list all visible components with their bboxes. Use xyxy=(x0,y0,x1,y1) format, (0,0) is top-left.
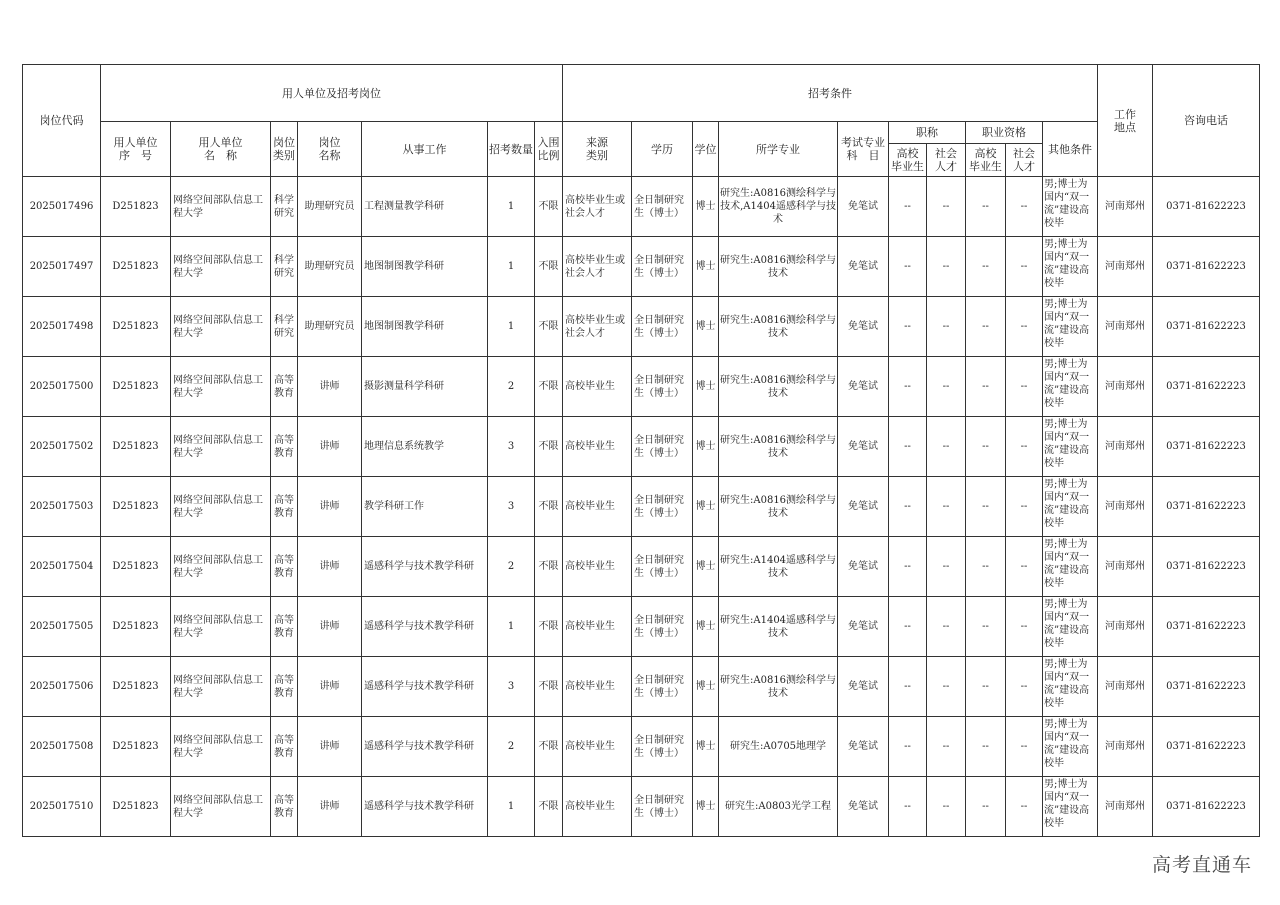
cell-seq: D251823 xyxy=(101,297,171,357)
cell-place: 河南郑州 xyxy=(1098,357,1153,417)
cell-edu: 全日制研究生（博士） xyxy=(632,297,693,357)
cell-edu: 全日制研究生（博士） xyxy=(632,657,693,717)
cell-num: 1 xyxy=(488,177,535,237)
cell-seq: D251823 xyxy=(101,357,171,417)
header-post-code: 岗位代码 xyxy=(23,65,101,177)
cell-code: 2025017496 xyxy=(23,177,101,237)
cell-q2: -- xyxy=(1006,537,1043,597)
cell-q1: -- xyxy=(966,657,1006,717)
cell-major: 研究生:A1404遥感科学与技术 xyxy=(719,597,838,657)
table-row xyxy=(23,477,1260,537)
cell-t2: -- xyxy=(927,417,966,477)
cell-name: 讲师 xyxy=(298,717,362,777)
cell-exam: 免笔试 xyxy=(838,717,889,777)
cell-place: 河南郑州 xyxy=(1098,477,1153,537)
cell-unit: 网络空间部队信息工程大学 xyxy=(171,417,271,477)
cell-major: 研究生:A0816测绘科学与技术 xyxy=(719,357,838,417)
cell-phone: 0371-81622223 xyxy=(1153,777,1260,837)
cell-other xyxy=(1043,777,1098,837)
cell-seq: D251823 xyxy=(101,657,171,717)
cell-code: 2025017504 xyxy=(23,537,101,597)
cell-t2: -- xyxy=(927,777,966,837)
cell-t2: -- xyxy=(927,357,966,417)
header-post-type: 岗位 类别 xyxy=(271,122,298,177)
cell-t1: -- xyxy=(889,357,927,417)
cell-source: 高校毕业生或社会人才 xyxy=(563,177,632,237)
cell-t1: -- xyxy=(889,237,927,297)
cell-place: 河南郑州 xyxy=(1098,717,1153,777)
cell-exam: 免笔试 xyxy=(838,657,889,717)
cell-edu: 全日制研究生（博士） xyxy=(632,537,693,597)
cell-name: 助理研究员 xyxy=(298,177,362,237)
cell-source: 高校毕业生 xyxy=(563,657,632,717)
cell-q1: -- xyxy=(966,717,1006,777)
cell-work: 教学科研工作 xyxy=(362,477,488,537)
cell-t1: -- xyxy=(889,417,927,477)
cell-q2: -- xyxy=(1006,657,1043,717)
cell-q2: -- xyxy=(1006,237,1043,297)
cell-q1: -- xyxy=(966,297,1006,357)
cell-q1: -- xyxy=(966,537,1006,597)
cell-degree: 博士 xyxy=(693,597,719,657)
cell-q1: -- xyxy=(966,357,1006,417)
cell-ratio: 不限 xyxy=(535,237,563,297)
cell-work: 遥感科学与技术教学科研 xyxy=(362,597,488,657)
cell-type: 科学研究 xyxy=(271,237,298,297)
cell-unit: 网络空间部队信息工程大学 xyxy=(171,357,271,417)
cell-major: 研究生:A0705地理学 xyxy=(719,717,838,777)
cell-major: 研究生:A0803光学工程 xyxy=(719,777,838,837)
cell-other-text: 男;博士为国内“双一流”建设高校毕 xyxy=(1044,598,1090,649)
cell-source: 高校毕业生或社会人才 xyxy=(563,237,632,297)
cell-unit: 网络空间部队信息工程大学 xyxy=(171,597,271,657)
cell-other-text: 男;博士为国内“双一流”建设高校毕 xyxy=(1044,538,1090,589)
cell-num: 1 xyxy=(488,297,535,357)
cell-unit: 网络空间部队信息工程大学 xyxy=(171,477,271,537)
header-work: 从事工作 xyxy=(362,122,488,177)
header-degree: 学位 xyxy=(693,122,719,177)
cell-code: 2025017498 xyxy=(23,297,101,357)
cell-code: 2025017497 xyxy=(23,237,101,297)
cell-major: 研究生:A1404遥感科学与技术 xyxy=(719,537,838,597)
cell-degree: 博士 xyxy=(693,297,719,357)
cell-work: 遥感科学与技术教学科研 xyxy=(362,717,488,777)
header-source: 来源 类别 xyxy=(563,122,632,177)
cell-edu: 全日制研究生（博士） xyxy=(632,717,693,777)
cell-seq: D251823 xyxy=(101,477,171,537)
cell-other-text: 男;博士为国内“双一流”建设高校毕 xyxy=(1044,178,1090,229)
cell-q2: -- xyxy=(1006,417,1043,477)
cell-type: 高等教育 xyxy=(271,417,298,477)
cell-major: 研究生:A0816测绘科学与技术 xyxy=(719,657,838,717)
header-work-place: 工作 地点 xyxy=(1098,65,1153,177)
cell-major: 研究生:A0816测绘科学与技术 xyxy=(719,237,838,297)
cell-t2: -- xyxy=(927,297,966,357)
cell-num: 3 xyxy=(488,657,535,717)
cell-unit: 网络空间部队信息工程大学 xyxy=(171,537,271,597)
cell-q2: -- xyxy=(1006,777,1043,837)
header-title-social: 社会 人才 xyxy=(927,144,966,177)
cell-other-text: 男;博士为国内“双一流”建设高校毕 xyxy=(1044,778,1090,829)
table-row xyxy=(23,237,1260,297)
cell-degree: 博士 xyxy=(693,717,719,777)
cell-name: 助理研究员 xyxy=(298,297,362,357)
cell-type: 高等教育 xyxy=(271,717,298,777)
cell-degree: 博士 xyxy=(693,477,719,537)
header-qual-social: 社会 人才 xyxy=(1006,144,1043,177)
cell-q1: -- xyxy=(966,177,1006,237)
cell-ratio: 不限 xyxy=(535,597,563,657)
cell-num: 1 xyxy=(488,777,535,837)
cell-type: 高等教育 xyxy=(271,777,298,837)
cell-seq: D251823 xyxy=(101,177,171,237)
table-row xyxy=(23,657,1260,717)
cell-phone: 0371-81622223 xyxy=(1153,297,1260,357)
cell-degree: 博士 xyxy=(693,357,719,417)
cell-num: 2 xyxy=(488,717,535,777)
cell-place: 河南郑州 xyxy=(1098,537,1153,597)
cell-exam: 免笔试 xyxy=(838,417,889,477)
header-qual-grad: 高校 毕业生 xyxy=(966,144,1006,177)
table-row xyxy=(23,597,1260,657)
cell-edu: 全日制研究生（博士） xyxy=(632,477,693,537)
cell-degree: 博士 xyxy=(693,537,719,597)
cell-exam: 免笔试 xyxy=(838,297,889,357)
cell-code: 2025017510 xyxy=(23,777,101,837)
cell-other-text: 男;博士为国内“双一流”建设高校毕 xyxy=(1044,478,1090,529)
cell-edu: 全日制研究生（博士） xyxy=(632,597,693,657)
cell-ratio: 不限 xyxy=(535,477,563,537)
header-phone: 咨询电话 xyxy=(1153,65,1260,177)
header-edu: 学历 xyxy=(632,122,693,177)
header-qual-group: 职业资格 xyxy=(966,122,1043,144)
cell-ratio: 不限 xyxy=(535,297,563,357)
cell-phone: 0371-81622223 xyxy=(1153,357,1260,417)
cell-exam: 免笔试 xyxy=(838,237,889,297)
cell-other xyxy=(1043,537,1098,597)
cell-exam: 免笔试 xyxy=(838,477,889,537)
cell-work: 工程测量教学科研 xyxy=(362,177,488,237)
header-post-name: 岗位 名称 xyxy=(298,122,362,177)
cell-num: 3 xyxy=(488,477,535,537)
cell-source: 高校毕业生 xyxy=(563,477,632,537)
cell-degree: 博士 xyxy=(693,417,719,477)
cell-work: 地图制图教学科研 xyxy=(362,297,488,357)
cell-other-text: 男;博士为国内“双一流”建设高校毕 xyxy=(1044,238,1090,289)
cell-edu: 全日制研究生（博士） xyxy=(632,237,693,297)
cell-place: 河南郑州 xyxy=(1098,177,1153,237)
cell-q1: -- xyxy=(966,477,1006,537)
cell-work: 遥感科学与技术教学科研 xyxy=(362,657,488,717)
cell-type: 科学研究 xyxy=(271,297,298,357)
cell-t2: -- xyxy=(927,477,966,537)
cell-edu: 全日制研究生（博士） xyxy=(632,417,693,477)
cell-place: 河南郑州 xyxy=(1098,777,1153,837)
cell-other xyxy=(1043,237,1098,297)
cell-exam: 免笔试 xyxy=(838,537,889,597)
cell-t1: -- xyxy=(889,777,927,837)
cell-name: 讲师 xyxy=(298,777,362,837)
cell-major: 研究生:A0816测绘科学与技术 xyxy=(719,417,838,477)
cell-q2: -- xyxy=(1006,477,1043,537)
cell-t2: -- xyxy=(927,657,966,717)
cell-code: 2025017502 xyxy=(23,417,101,477)
cell-q2: -- xyxy=(1006,357,1043,417)
cell-work: 摄影测量科学科研 xyxy=(362,357,488,417)
cell-unit: 网络空间部队信息工程大学 xyxy=(171,297,271,357)
cell-q2: -- xyxy=(1006,297,1043,357)
cell-work: 遥感科学与技术教学科研 xyxy=(362,537,488,597)
cell-other xyxy=(1043,297,1098,357)
cell-unit: 网络空间部队信息工程大学 xyxy=(171,657,271,717)
cell-phone: 0371-81622223 xyxy=(1153,657,1260,717)
recruitment-table xyxy=(22,64,1260,837)
cell-place: 河南郑州 xyxy=(1098,657,1153,717)
cell-ratio: 不限 xyxy=(535,357,563,417)
cell-other xyxy=(1043,477,1098,537)
cell-type: 高等教育 xyxy=(271,477,298,537)
cell-ratio: 不限 xyxy=(535,177,563,237)
cell-q1: -- xyxy=(966,597,1006,657)
cell-name: 讲师 xyxy=(298,597,362,657)
cell-other-text: 男;博士为国内“双一流”建设高校毕 xyxy=(1044,358,1090,409)
cell-name: 讲师 xyxy=(298,357,362,417)
cell-major: 研究生:A0816测绘科学与技术,A1404遥感科学与技术 xyxy=(719,177,838,237)
cell-phone: 0371-81622223 xyxy=(1153,477,1260,537)
cell-q1: -- xyxy=(966,417,1006,477)
cell-num: 1 xyxy=(488,597,535,657)
cell-code: 2025017500 xyxy=(23,357,101,417)
watermark-text: 高考直通车 xyxy=(1151,854,1252,876)
cell-source: 高校毕业生 xyxy=(563,597,632,657)
cell-code: 2025017506 xyxy=(23,657,101,717)
header-exam: 考试专业 科 目 xyxy=(838,122,889,177)
cell-code: 2025017508 xyxy=(23,717,101,777)
cell-place: 河南郑州 xyxy=(1098,237,1153,297)
cell-ratio: 不限 xyxy=(535,777,563,837)
cell-type: 高等教育 xyxy=(271,537,298,597)
cell-t1: -- xyxy=(889,297,927,357)
cell-phone: 0371-81622223 xyxy=(1153,417,1260,477)
cell-phone: 0371-81622223 xyxy=(1153,177,1260,237)
cell-other-text: 男;博士为国内“双一流”建设高校毕 xyxy=(1044,298,1090,349)
table-row xyxy=(23,417,1260,477)
cell-q2: -- xyxy=(1006,717,1043,777)
table-row xyxy=(23,777,1260,837)
cell-phone: 0371-81622223 xyxy=(1153,537,1260,597)
cell-phone: 0371-81622223 xyxy=(1153,237,1260,297)
table-row xyxy=(23,357,1260,417)
cell-edu: 全日制研究生（博士） xyxy=(632,777,693,837)
cell-degree: 博士 xyxy=(693,777,719,837)
cell-t1: -- xyxy=(889,537,927,597)
cell-ratio: 不限 xyxy=(535,657,563,717)
cell-name: 讲师 xyxy=(298,477,362,537)
cell-t2: -- xyxy=(927,597,966,657)
cell-code: 2025017503 xyxy=(23,477,101,537)
cell-edu: 全日制研究生（博士） xyxy=(632,177,693,237)
cell-seq: D251823 xyxy=(101,417,171,477)
cell-num: 1 xyxy=(488,237,535,297)
cell-seq: D251823 xyxy=(101,717,171,777)
cell-phone: 0371-81622223 xyxy=(1153,717,1260,777)
cell-degree: 博士 xyxy=(693,177,719,237)
cell-ratio: 不限 xyxy=(535,537,563,597)
cell-place: 河南郑州 xyxy=(1098,597,1153,657)
header-group-conditions: 招考条件 xyxy=(563,65,1098,122)
cell-seq: D251823 xyxy=(101,537,171,597)
cell-work: 遥感科学与技术教学科研 xyxy=(362,777,488,837)
cell-source: 高校毕业生 xyxy=(563,777,632,837)
cell-degree: 博士 xyxy=(693,237,719,297)
cell-exam: 免笔试 xyxy=(838,177,889,237)
header-unit-seq: 用人单位 序 号 xyxy=(101,122,171,177)
cell-unit: 网络空间部队信息工程大学 xyxy=(171,777,271,837)
cell-unit: 网络空间部队信息工程大学 xyxy=(171,717,271,777)
cell-num: 2 xyxy=(488,357,535,417)
cell-other xyxy=(1043,717,1098,777)
cell-other xyxy=(1043,357,1098,417)
cell-source: 高校毕业生 xyxy=(563,357,632,417)
header-group-unit: 用人单位及招考岗位 xyxy=(101,65,563,122)
cell-exam: 免笔试 xyxy=(838,597,889,657)
cell-major: 研究生:A0816测绘科学与技术 xyxy=(719,477,838,537)
cell-source: 高校毕业生 xyxy=(563,417,632,477)
cell-source: 高校毕业生 xyxy=(563,537,632,597)
cell-other xyxy=(1043,177,1098,237)
cell-seq: D251823 xyxy=(101,777,171,837)
cell-t1: -- xyxy=(889,477,927,537)
cell-source: 高校毕业生 xyxy=(563,717,632,777)
cell-q2: -- xyxy=(1006,597,1043,657)
cell-t2: -- xyxy=(927,717,966,777)
table-row xyxy=(23,297,1260,357)
cell-t2: -- xyxy=(927,177,966,237)
cell-q1: -- xyxy=(966,237,1006,297)
cell-major: 研究生:A0816测绘科学与技术 xyxy=(719,297,838,357)
cell-other-text: 男;博士为国内“双一流”建设高校毕 xyxy=(1044,418,1090,469)
cell-type: 高等教育 xyxy=(271,357,298,417)
cell-other-text: 男;博士为国内“双一流”建设高校毕 xyxy=(1044,658,1090,709)
cell-t1: -- xyxy=(889,177,927,237)
cell-exam: 免笔试 xyxy=(838,777,889,837)
cell-t2: -- xyxy=(927,237,966,297)
cell-exam: 免笔试 xyxy=(838,357,889,417)
cell-other-text: 男;博士为国内“双一流”建设高校毕 xyxy=(1044,718,1090,769)
cell-ratio: 不限 xyxy=(535,717,563,777)
cell-t1: -- xyxy=(889,717,927,777)
table-row xyxy=(23,717,1260,777)
cell-place: 河南郑州 xyxy=(1098,297,1153,357)
cell-q1: -- xyxy=(966,777,1006,837)
cell-code: 2025017505 xyxy=(23,597,101,657)
cell-work: 地图制图教学科研 xyxy=(362,237,488,297)
cell-name: 讲师 xyxy=(298,657,362,717)
cell-phone: 0371-81622223 xyxy=(1153,597,1260,657)
cell-num: 2 xyxy=(488,537,535,597)
cell-ratio: 不限 xyxy=(535,417,563,477)
header-num: 招考数量 xyxy=(488,122,535,177)
header-unit-name: 用人单位 名 称 xyxy=(171,122,271,177)
cell-source: 高校毕业生或社会人才 xyxy=(563,297,632,357)
cell-t1: -- xyxy=(889,657,927,717)
cell-name: 讲师 xyxy=(298,537,362,597)
cell-q2: -- xyxy=(1006,177,1043,237)
header-major: 所学专业 xyxy=(719,122,838,177)
cell-name: 助理研究员 xyxy=(298,237,362,297)
table-row xyxy=(23,177,1260,237)
cell-other xyxy=(1043,657,1098,717)
cell-place: 河南郑州 xyxy=(1098,417,1153,477)
table-row xyxy=(23,537,1260,597)
cell-num: 3 xyxy=(488,417,535,477)
cell-seq: D251823 xyxy=(101,597,171,657)
cell-edu: 全日制研究生（博士） xyxy=(632,357,693,417)
header-title-group: 职称 xyxy=(889,122,966,144)
cell-t1: -- xyxy=(889,597,927,657)
cell-other xyxy=(1043,417,1098,477)
cell-other xyxy=(1043,597,1098,657)
header-other: 其他条件 xyxy=(1043,122,1098,177)
cell-type: 高等教育 xyxy=(271,597,298,657)
cell-type: 科学研究 xyxy=(271,177,298,237)
header-title-grad: 高校 毕业生 xyxy=(889,144,927,177)
cell-name: 讲师 xyxy=(298,417,362,477)
cell-degree: 博士 xyxy=(693,657,719,717)
cell-unit: 网络空间部队信息工程大学 xyxy=(171,177,271,237)
cell-type: 高等教育 xyxy=(271,657,298,717)
header-ratio: 入围 比例 xyxy=(535,122,563,177)
cell-t2: -- xyxy=(927,537,966,597)
cell-work: 地理信息系统教学 xyxy=(362,417,488,477)
cell-seq: D251823 xyxy=(101,237,171,297)
cell-unit: 网络空间部队信息工程大学 xyxy=(171,237,271,297)
